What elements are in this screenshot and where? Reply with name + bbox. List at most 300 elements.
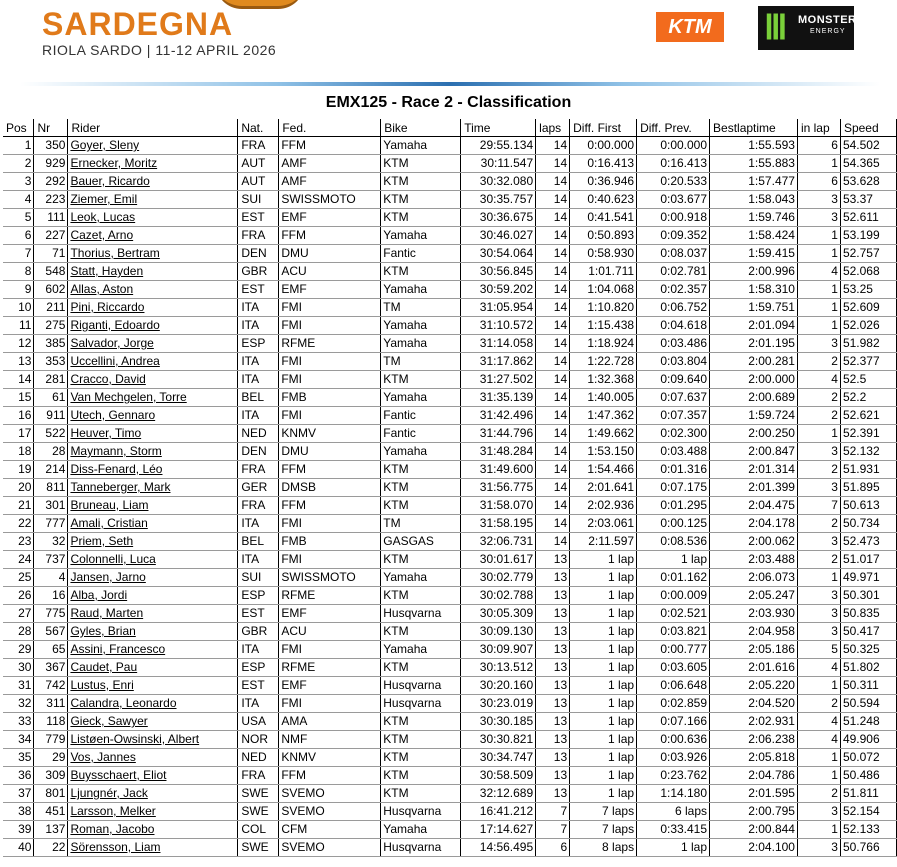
cell-bestlaptime: 2:04.520 — [710, 695, 798, 713]
cell-time: 30:59.202 — [461, 281, 536, 299]
cell-bike: Husqvarna — [381, 677, 461, 695]
cell-bike: KTM — [381, 785, 461, 803]
cell-speed: 50.594 — [840, 695, 896, 713]
cell-time: 30:58.509 — [461, 767, 536, 785]
cell-laps: 14 — [536, 353, 570, 371]
cell-nat: EST — [238, 677, 279, 695]
cell-time: 30:54.064 — [461, 245, 536, 263]
cell-bestlaptime: 2:00.795 — [710, 803, 798, 821]
cell-laps: 7 — [536, 803, 570, 821]
cell-in-lap: 1 — [797, 749, 840, 767]
cell-in-lap: 2 — [797, 461, 840, 479]
cell-speed: 51.802 — [840, 659, 896, 677]
cell-nat: BEL — [238, 389, 279, 407]
cell-diff-first: 1:15.438 — [570, 317, 637, 335]
cell-fed: FFM — [279, 461, 381, 479]
cell-fed: FMI — [279, 695, 381, 713]
cell-diff-prev: 0:02.781 — [637, 263, 710, 281]
cell-nr: 301 — [34, 497, 68, 515]
table-row — [3, 317, 897, 335]
cell-in-lap: 4 — [797, 713, 840, 731]
cell-time: 17:14.627 — [461, 821, 536, 839]
cell-nat: COL — [238, 821, 279, 839]
cell-nr: 779 — [34, 731, 68, 749]
rider-link[interactable]: Statt, Hayden — [68, 263, 238, 281]
cell-in-lap: 4 — [797, 659, 840, 677]
table-row — [3, 245, 897, 263]
rider-link[interactable]: Maymann, Storm — [68, 443, 238, 461]
cell-laps: 13 — [536, 641, 570, 659]
cell-time: 31:35.139 — [461, 389, 536, 407]
cell-bestlaptime: 1:57.477 — [710, 173, 798, 191]
cell-pos: 28 — [3, 623, 34, 641]
cell-laps: 14 — [536, 371, 570, 389]
cell-laps: 14 — [536, 389, 570, 407]
table-row — [3, 281, 897, 299]
cell-fed: FMB — [279, 533, 381, 551]
rider-link[interactable]: Van Mechgelen, Torre — [68, 389, 238, 407]
cell-speed: 52.026 — [840, 317, 896, 335]
cell-laps: 6 — [536, 839, 570, 857]
table-row — [3, 497, 897, 515]
table-row — [3, 677, 897, 695]
rider-link[interactable]: Roman, Jacobo — [68, 821, 238, 839]
classification-table — [3, 119, 897, 857]
cell-in-lap: 5 — [797, 641, 840, 659]
cell-speed: 51.931 — [840, 461, 896, 479]
cell-pos: 13 — [3, 353, 34, 371]
cell-bike: Fantic — [381, 245, 461, 263]
table-header-row — [3, 119, 897, 137]
column-header-bestlaptime: Bestlaptime — [710, 119, 798, 137]
cell-in-lap: 1 — [797, 425, 840, 443]
rider-link[interactable]: Colonnelli, Luca — [68, 551, 238, 569]
cell-nat: DEN — [238, 245, 279, 263]
cell-fed: FMB — [279, 389, 381, 407]
cell-in-lap: 2 — [797, 407, 840, 425]
cell-diff-first: 1:47.362 — [570, 407, 637, 425]
cell-laps: 14 — [536, 155, 570, 173]
cell-bike: Yamaha — [381, 569, 461, 587]
rider-link[interactable]: Leok, Lucas — [68, 209, 238, 227]
cell-diff-prev: 0:01.162 — [637, 569, 710, 587]
table-row — [3, 587, 897, 605]
cell-bestlaptime: 1:58.043 — [710, 191, 798, 209]
cell-in-lap: 1 — [797, 155, 840, 173]
cell-speed: 50.072 — [840, 749, 896, 767]
cell-pos: 22 — [3, 515, 34, 533]
rider-link[interactable]: Raud, Marten — [68, 605, 238, 623]
cell-in-lap: 3 — [797, 803, 840, 821]
cell-nat: GBR — [238, 263, 279, 281]
rider-link[interactable]: Larsson, Melker — [68, 803, 238, 821]
cell-diff-first: 1 lap — [570, 641, 637, 659]
cell-diff-prev: 0:02.521 — [637, 605, 710, 623]
cell-diff-first: 7 laps — [570, 803, 637, 821]
cell-bestlaptime: 2:00.996 — [710, 263, 798, 281]
cell-in-lap: 3 — [797, 335, 840, 353]
cell-nat: FRA — [238, 461, 279, 479]
cell-bike: Yamaha — [381, 641, 461, 659]
table-row — [3, 191, 897, 209]
cell-nr: 275 — [34, 317, 68, 335]
cell-pos: 12 — [3, 335, 34, 353]
cell-bike: KTM — [381, 749, 461, 767]
cell-nr: 111 — [34, 209, 68, 227]
cell-bike: TM — [381, 515, 461, 533]
column-header-fed: Fed. — [279, 119, 381, 137]
cell-speed: 50.835 — [840, 605, 896, 623]
cell-nr: 65 — [34, 641, 68, 659]
rider-link[interactable]: Priem, Seth — [68, 533, 238, 551]
cell-nat: ITA — [238, 353, 279, 371]
cell-laps: 14 — [536, 317, 570, 335]
cell-bike: TM — [381, 299, 461, 317]
cell-diff-first: 1 lap — [570, 551, 637, 569]
cell-nat: NOR — [238, 731, 279, 749]
cell-bike: Husqvarna — [381, 839, 461, 857]
cell-nr: 775 — [34, 605, 68, 623]
rider-link[interactable]: Tanneberger, Mark — [68, 479, 238, 497]
table-row — [3, 731, 897, 749]
monster-logo-text: MONSTER — [798, 14, 857, 26]
cell-pos: 9 — [3, 281, 34, 299]
cell-fed: FFM — [279, 767, 381, 785]
rider-link[interactable]: Vos, Jannes — [68, 749, 238, 767]
cell-bike: Yamaha — [381, 227, 461, 245]
rider-link[interactable]: Ljungnér, Jack — [68, 785, 238, 803]
cell-speed: 51.982 — [840, 335, 896, 353]
table-row — [3, 659, 897, 677]
cell-speed: 50.325 — [840, 641, 896, 659]
cell-diff-prev: 0:03.605 — [637, 659, 710, 677]
cell-laps: 14 — [536, 173, 570, 191]
cell-nat: SWE — [238, 803, 279, 821]
cell-laps: 7 — [536, 821, 570, 839]
cell-bike: KTM — [381, 371, 461, 389]
cell-diff-first: 7 laps — [570, 821, 637, 839]
cell-diff-prev: 0:08.037 — [637, 245, 710, 263]
cell-laps: 13 — [536, 767, 570, 785]
cell-diff-first: 1 lap — [570, 569, 637, 587]
cell-speed: 50.613 — [840, 497, 896, 515]
rider-link[interactable]: Bruneau, Liam — [68, 497, 238, 515]
column-header-time: Time — [461, 119, 536, 137]
cell-fed: NMF — [279, 731, 381, 749]
rider-link[interactable]: Utech, Gennaro — [68, 407, 238, 425]
rider-link[interactable]: Diss-Fenard, Léo — [68, 461, 238, 479]
table-row — [3, 407, 897, 425]
cell-fed: KNMV — [279, 425, 381, 443]
cell-time: 30:46.027 — [461, 227, 536, 245]
cell-nr: 777 — [34, 515, 68, 533]
table-row — [3, 371, 897, 389]
cell-pos: 16 — [3, 407, 34, 425]
column-header-diff-first: Diff. First — [570, 119, 637, 137]
cell-nat: ESP — [238, 587, 279, 605]
cell-diff-prev: 1:14.180 — [637, 785, 710, 803]
cell-bestlaptime: 2:00.689 — [710, 389, 798, 407]
cell-diff-prev: 0:02.300 — [637, 425, 710, 443]
table-row — [3, 425, 897, 443]
table-row — [3, 173, 897, 191]
cell-in-lap: 2 — [797, 551, 840, 569]
table-row — [3, 641, 897, 659]
rider-link[interactable]: Ziemer, Emil — [68, 191, 238, 209]
rider-link[interactable]: Thorius, Bertram — [68, 245, 238, 263]
cell-diff-first: 2:01.641 — [570, 479, 637, 497]
rider-link[interactable]: Ernecker, Moritz — [68, 155, 238, 173]
cell-pos: 4 — [3, 191, 34, 209]
cell-pos: 30 — [3, 659, 34, 677]
cell-time: 31:05.954 — [461, 299, 536, 317]
cell-bestlaptime: 2:04.178 — [710, 515, 798, 533]
cell-nat: ITA — [238, 407, 279, 425]
cell-diff-first: 1 lap — [570, 713, 637, 731]
cell-laps: 13 — [536, 695, 570, 713]
cell-nat: GER — [238, 479, 279, 497]
cell-in-lap: 6 — [797, 173, 840, 191]
cell-nat: EST — [238, 209, 279, 227]
cell-diff-first: 1 lap — [570, 695, 637, 713]
cell-fed: EMF — [279, 605, 381, 623]
cell-in-lap: 3 — [797, 623, 840, 641]
cell-bike: KTM — [381, 587, 461, 605]
cell-diff-prev: 0:03.486 — [637, 335, 710, 353]
cell-time: 30:30.185 — [461, 713, 536, 731]
rider-link[interactable]: Bauer, Ricardo — [68, 173, 238, 191]
cell-nr: 353 — [34, 353, 68, 371]
cell-speed: 52.154 — [840, 803, 896, 821]
cell-diff-prev: 0:07.357 — [637, 407, 710, 425]
cell-bike: TM — [381, 353, 461, 371]
cell-fed: SWISSMOTO — [279, 191, 381, 209]
cell-time: 30:56.845 — [461, 263, 536, 281]
cell-nat: FRA — [238, 227, 279, 245]
cell-laps: 13 — [536, 659, 570, 677]
cell-speed: 52.132 — [840, 443, 896, 461]
cell-diff-prev: 0:09.352 — [637, 227, 710, 245]
cell-in-lap: 1 — [797, 767, 840, 785]
table-row — [3, 551, 897, 569]
cell-bike: KTM — [381, 659, 461, 677]
cell-in-lap: 4 — [797, 371, 840, 389]
rider-link[interactable]: Cracco, David — [68, 371, 238, 389]
cell-time: 31:58.070 — [461, 497, 536, 515]
table-row — [3, 803, 897, 821]
cell-fed: FMI — [279, 551, 381, 569]
cell-time: 31:14.058 — [461, 335, 536, 353]
cell-time: 30:36.675 — [461, 209, 536, 227]
cell-in-lap: 1 — [797, 569, 840, 587]
cell-nr: 367 — [34, 659, 68, 677]
cell-pos: 19 — [3, 461, 34, 479]
cell-in-lap: 1 — [797, 299, 840, 317]
cell-nat: ESP — [238, 335, 279, 353]
cell-bestlaptime: 2:05.247 — [710, 587, 798, 605]
cell-bestlaptime: 2:03.930 — [710, 605, 798, 623]
rider-link[interactable]: Cazet, Arno — [68, 227, 238, 245]
cell-nat: SWE — [238, 839, 279, 857]
cell-nr: 602 — [34, 281, 68, 299]
cell-diff-prev: 0:20.533 — [637, 173, 710, 191]
cell-speed: 50.311 — [840, 677, 896, 695]
cell-nat: SUI — [238, 191, 279, 209]
cell-pos: 35 — [3, 749, 34, 767]
cell-nr: 118 — [34, 713, 68, 731]
cell-nat: FRA — [238, 137, 279, 155]
cell-pos: 11 — [3, 317, 34, 335]
cell-diff-first: 8 laps — [570, 839, 637, 857]
cell-laps: 13 — [536, 587, 570, 605]
table-row — [3, 749, 897, 767]
rider-link[interactable]: Riganti, Edoardo — [68, 317, 238, 335]
cell-time: 30:09.907 — [461, 641, 536, 659]
rider-link[interactable]: Pini, Riccardo — [68, 299, 238, 317]
cell-speed: 52.609 — [840, 299, 896, 317]
cell-pos: 14 — [3, 371, 34, 389]
rider-link[interactable]: Salvador, Jorge — [68, 335, 238, 353]
cell-diff-first: 0:40.623 — [570, 191, 637, 209]
cell-diff-prev: 0:03.926 — [637, 749, 710, 767]
cell-nat: NED — [238, 425, 279, 443]
cell-time: 32:06.731 — [461, 533, 536, 551]
cell-bike: KTM — [381, 209, 461, 227]
cell-diff-first: 1:01.711 — [570, 263, 637, 281]
page-title: EMX125 - Race 2 - Classification — [325, 94, 572, 111]
cell-diff-first: 1 lap — [570, 605, 637, 623]
table-row — [3, 335, 897, 353]
cell-laps: 14 — [536, 227, 570, 245]
rider-link[interactable]: Amali, Cristian — [68, 515, 238, 533]
table-row — [3, 839, 897, 857]
cell-bike: KTM — [381, 461, 461, 479]
rider-link[interactable]: Caudet, Pau — [68, 659, 238, 677]
cell-speed: 52.473 — [840, 533, 896, 551]
cell-bike: Yamaha — [381, 137, 461, 155]
cell-speed: 49.971 — [840, 569, 896, 587]
table-row — [3, 515, 897, 533]
cell-speed: 52.068 — [840, 263, 896, 281]
cell-time: 30:02.779 — [461, 569, 536, 587]
cell-pos: 31 — [3, 677, 34, 695]
cell-diff-prev: 0:04.618 — [637, 317, 710, 335]
rider-link[interactable]: Uccellini, Andrea — [68, 353, 238, 371]
cell-diff-first: 1 lap — [570, 623, 637, 641]
cell-time: 31:49.600 — [461, 461, 536, 479]
cell-laps: 14 — [536, 137, 570, 155]
table-body — [3, 137, 897, 857]
rider-link[interactable]: Alba, Jordi — [68, 587, 238, 605]
cell-bestlaptime: 1:58.310 — [710, 281, 798, 299]
cell-bestlaptime: 2:04.100 — [710, 839, 798, 857]
wave-decoration — [20, 82, 880, 86]
cell-fed: FMI — [279, 641, 381, 659]
cell-bike: Yamaha — [381, 443, 461, 461]
rider-link[interactable]: Goyer, Sleny — [68, 137, 238, 155]
event-title: SARDEGNA — [42, 6, 234, 42]
cell-nr: 223 — [34, 191, 68, 209]
cell-bike: Husqvarna — [381, 605, 461, 623]
cell-pos: 21 — [3, 497, 34, 515]
cell-bestlaptime: 2:00.281 — [710, 353, 798, 371]
cell-fed: SVEMO — [279, 803, 381, 821]
cell-in-lap: 3 — [797, 587, 840, 605]
cell-in-lap: 3 — [797, 605, 840, 623]
cell-time: 30:09.130 — [461, 623, 536, 641]
rider-link[interactable]: Sörensson, Liam — [68, 839, 238, 857]
cell-time: 30:30.821 — [461, 731, 536, 749]
cell-fed: FMI — [279, 371, 381, 389]
rider-link[interactable]: Assini, Francesco — [68, 641, 238, 659]
rider-link[interactable]: Calandra, Leonardo — [68, 695, 238, 713]
cell-in-lap: 7 — [797, 497, 840, 515]
rider-link[interactable]: Buysschaert, Eliot — [68, 767, 238, 785]
cell-pos: 17 — [3, 425, 34, 443]
cell-pos: 25 — [3, 569, 34, 587]
ktm-logo: KTM — [656, 12, 724, 42]
cell-laps: 14 — [536, 299, 570, 317]
column-header-in-lap: in lap — [797, 119, 840, 137]
cell-bestlaptime: 2:04.958 — [710, 623, 798, 641]
cell-bestlaptime: 2:00.000 — [710, 371, 798, 389]
cell-fed: SWISSMOTO — [279, 569, 381, 587]
cell-diff-prev: 0:00.000 — [637, 137, 710, 155]
cell-fed: FMI — [279, 353, 381, 371]
cell-pos: 8 — [3, 263, 34, 281]
table-row — [3, 263, 897, 281]
cell-bike: Husqvarna — [381, 803, 461, 821]
cell-diff-prev: 0:03.804 — [637, 353, 710, 371]
cell-diff-first: 0:00.000 — [570, 137, 637, 155]
rider-link[interactable]: Gyles, Brian — [68, 623, 238, 641]
column-header-nr: Nr — [34, 119, 68, 137]
cell-diff-prev: 6 laps — [637, 803, 710, 821]
cell-speed: 53.628 — [840, 173, 896, 191]
cell-diff-first: 1 lap — [570, 785, 637, 803]
cell-bike: Yamaha — [381, 335, 461, 353]
cell-nr: 137 — [34, 821, 68, 839]
cell-time: 30:11.547 — [461, 155, 536, 173]
cell-fed: DMU — [279, 245, 381, 263]
rider-link[interactable]: Heuver, Timo — [68, 425, 238, 443]
table-row — [3, 137, 897, 155]
cell-diff-prev: 0:02.357 — [637, 281, 710, 299]
cell-bestlaptime: 2:00.250 — [710, 425, 798, 443]
cell-diff-first: 0:50.893 — [570, 227, 637, 245]
rider-link[interactable]: Lustus, Enri — [68, 677, 238, 695]
cell-bestlaptime: 2:06.073 — [710, 569, 798, 587]
cell-bestlaptime: 2:01.094 — [710, 317, 798, 335]
rider-link[interactable]: Listøen-Owsinski, Albert — [68, 731, 238, 749]
rider-link[interactable]: Allas, Aston — [68, 281, 238, 299]
cell-nat: NED — [238, 749, 279, 767]
rider-link[interactable]: Jansen, Jarno — [68, 569, 238, 587]
cell-in-lap: 4 — [797, 263, 840, 281]
cell-laps: 14 — [536, 497, 570, 515]
cell-nat: SUI — [238, 569, 279, 587]
cell-pos: 10 — [3, 299, 34, 317]
cell-nat: FRA — [238, 767, 279, 785]
cell-bike: Yamaha — [381, 317, 461, 335]
cell-bestlaptime: 2:05.186 — [710, 641, 798, 659]
cell-bestlaptime: 2:01.399 — [710, 479, 798, 497]
table-row — [3, 479, 897, 497]
rider-link[interactable]: Gieck, Sawyer — [68, 713, 238, 731]
cell-in-lap: 3 — [797, 479, 840, 497]
cell-diff-first: 1 lap — [570, 731, 637, 749]
cell-nr: 281 — [34, 371, 68, 389]
